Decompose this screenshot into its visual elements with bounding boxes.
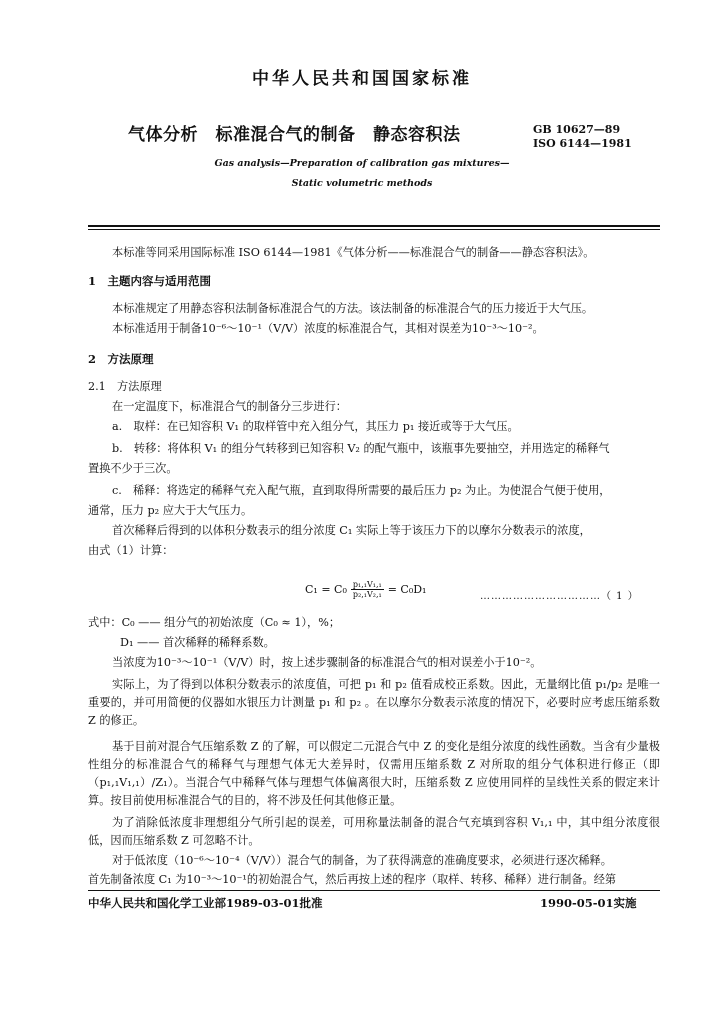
step-c-line1: c. 稀释：将选定的稀释气充入配气瓶，直到取得所需要的最后压力 p₂ 为止。为使混合气便于使用， bbox=[112, 484, 611, 497]
where-line1: 式中：C₀ —— 组分气的初始浓度（C₀ ≈ 1），%； bbox=[88, 616, 341, 629]
step-b-line1: b. 转移：将体积 V₁ 的组分气转移到已知容积 V₂ 的配气瓶中，该瓶事先要抽空，并用选定的稀释气 bbox=[112, 442, 610, 455]
equation-rhs: = C₀D₁ bbox=[387, 583, 427, 596]
iso-code: ISO 6144—1981 bbox=[533, 137, 632, 150]
section2-heading: 2 方法原理 bbox=[88, 352, 154, 366]
error-paragraph: 为了消除低浓度非理想组分气所引起的误差，可用称量法制备的混合气充填到容积 V₁,₁ 中，其中组分浓度很低，因而压缩系数 Z 可忽略不计。 bbox=[88, 816, 660, 847]
where-line2: D₁ —— 首次稀释的稀释系数。 bbox=[120, 636, 275, 649]
section2-1-heading: 2.1 方法原理 bbox=[88, 380, 162, 393]
low-concentration-line1: 对于低浓度（10⁻⁶～10⁻⁴（V/V））混合气的制备，为了获得满意的准确度要求，必须进行逐次稀释。 bbox=[112, 854, 612, 867]
low-concentration-line2: 首先制备浓度 C₁ 为10⁻³～10⁻¹的初始混合气，然后再按上述的程序（取样、转移、稀释）进行制备。经第 bbox=[88, 873, 617, 886]
section1-heading: 1 主题内容与适用范围 bbox=[88, 274, 212, 288]
equation-numerator: p₁,₁V₁,₁ bbox=[352, 580, 382, 589]
concentration-line1: 首次稀释后得到的以体积分数表示的组分浓度 C₁ 实际上等于该压力下的以摩尔分数表示的浓度， bbox=[112, 524, 591, 537]
english-title-line2: Static volumetric methods bbox=[291, 178, 433, 189]
concentration-line2: 由式（1）计算： bbox=[88, 544, 174, 557]
steps-intro: 在一定温度下，标准混合气的制备分三步进行： bbox=[112, 400, 347, 413]
header-rule-thick bbox=[88, 225, 660, 227]
accuracy-paragraph: 当浓度为10⁻³～10⁻¹（V/V）时，按上述步骤制备的标准混合气的相对误差小于10⁻²。 bbox=[112, 656, 542, 669]
standard-title: 中华人民共和国国家标准 bbox=[252, 69, 472, 89]
section1-line2: 本标准适用于制备10⁻⁶～10⁻¹（V/V）浓度的标准混合气，其相对误差为10⁻³～10⁻²。 bbox=[112, 322, 544, 335]
step-a: a. 取样：在已知容积 V₁ 的取样管中充入组分气，其压力 p₁ 接近或等于大气压。 bbox=[112, 420, 519, 433]
standard-code bbox=[533, 123, 632, 151]
equation-1 bbox=[305, 580, 426, 599]
english-title-line1: Gas analysis—Preparation of calibration gas mixtures— bbox=[214, 158, 510, 169]
footer-rule bbox=[88, 890, 660, 891]
approval-date: 中华人民共和国化学工业部1989-03-01批准 bbox=[88, 896, 323, 910]
equation-fraction bbox=[351, 580, 384, 599]
equation-denominator: p₂,₁V₂,₁ bbox=[352, 590, 382, 599]
step-c-line2: 通常，压力 p₂ 应大于大气压力。 bbox=[88, 504, 253, 517]
effective-date: 1990-05-01实施 bbox=[540, 896, 637, 910]
header-rule-thin bbox=[88, 229, 660, 230]
intro-paragraph: 本标准等同采用国际标准 ISO 6144—1981《气体分析——标准混合气的制备——静态容积法》。 bbox=[112, 246, 595, 259]
equation-lhs: C₁ = C₀ bbox=[305, 583, 347, 596]
section1-line1: 本标准规定了用静态容积法制备标准混合气的方法。该法制备的标准混合气的压力接近于大气压。 bbox=[112, 302, 594, 315]
ratio-paragraph: 实际上，为了得到以体积分数表示的浓度值，可把 p₁ 和 p₂ 值看成校正系数。因此，无量纲比值 p₁/p₂ 是唯一重要的，并可用简便的仪器如水银压力计测量 p₁ 和 p₂ 。在以摩尔分数表示浓度的情况下，必要时应考虑压缩系数 Z 的修正。 bbox=[88, 678, 660, 727]
gb-code: GB 10627—89 bbox=[533, 123, 621, 136]
document-title: 气体分析 标准混合气的制备 静态容积法 bbox=[128, 125, 461, 145]
compressibility-paragraph: 基于目前对混合气压缩系数 Z 的了解，可以假定二元混合气中 Z 的变化是组分浓度的线性函数。当含有少量极性组分的标准混合气的稀释气与理想气体无大差异时，仅需用压缩系数 Z 对所取的组分气体积进行修正（即（p₁,₁V₁,₁）/Z₁）。当混合气中稀释气体与理想气体偏离很大时，压缩系数 Z 应使用同样的呈线性关系的假定来计算。按目前使用标准混合气的目的，将不涉及任何其他修正量。 bbox=[88, 740, 660, 807]
equation-number: ……………………………（ 1 ） bbox=[480, 591, 639, 602]
step-b-line2: 置换不少于三次。 bbox=[88, 462, 178, 475]
